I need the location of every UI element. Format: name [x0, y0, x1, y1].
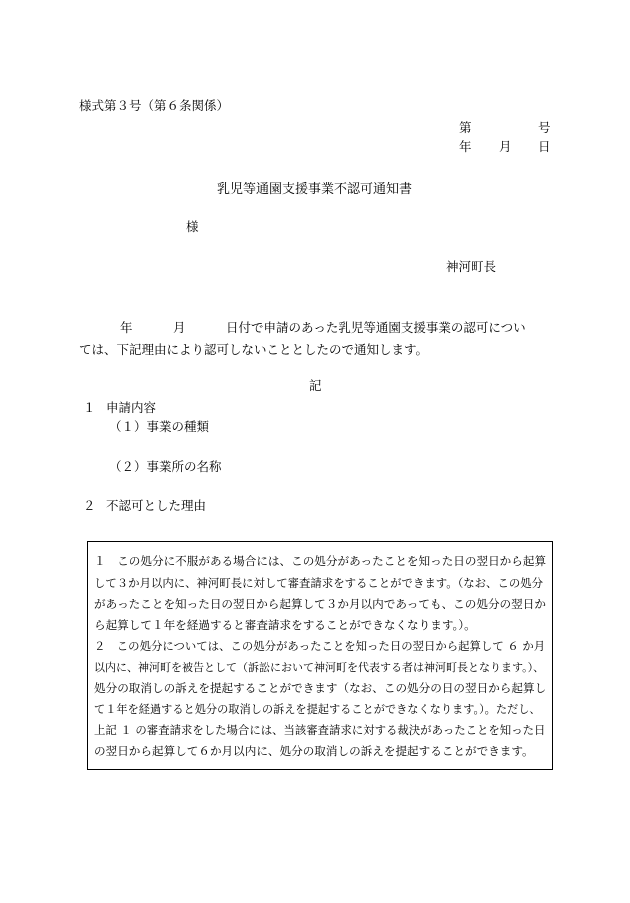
notice-line: 上記 １ の審査請求をした場合には、当該審査請求に対する裁決があったことを知った日 [94, 723, 546, 737]
section1-item2: （２）事業所の名称 [109, 459, 222, 474]
doc-number-suffix: 号 [538, 120, 551, 135]
date-month: 月 [499, 139, 512, 154]
appeal-notice-box [87, 541, 553, 770]
body-month: 月 [173, 320, 186, 335]
form-label: 様式第３号（第６条関係） [79, 98, 230, 113]
section1-label: 申請内容 [106, 400, 157, 415]
notice-line: ２ この処分については、この処分があったことを知った日の翌日から起算して ６ か月 [94, 639, 546, 653]
notice-line: 処分の取消しの訴えを提起することができます（なお、この処分の日の翌日から起算し [94, 681, 547, 695]
notice-line: 以内に、神河町を被告として（訴訟において神河町を代表する者は神河町長となります。）、 [94, 661, 545, 674]
section1-item1: （１）事業の種類 [109, 419, 210, 434]
section2-number: ２ [83, 498, 96, 513]
document-title: 乳児等通園支援事業不認可通知書 [217, 182, 413, 197]
notice-line: の翌日から起算して６か月以内に、処分の取消しの訴えを提起することができます。 [94, 744, 534, 758]
body-line2: ては、下記理由により認可しないこととしたので通知します。 [79, 342, 429, 357]
section2-label: 不認可とした理由 [106, 498, 207, 513]
doc-number-prefix: 第 [459, 120, 472, 135]
notice-line: １ この処分に不服がある場合には、この処分があったことを知った日の翌日から起算 [94, 554, 547, 568]
addressee-suffix: 様 [186, 219, 199, 234]
date-year: 年 [459, 139, 472, 154]
notice-line: て１年を経過すると処分の取消しの訴えを提起することができなくなります。）。ただし、 [94, 703, 541, 716]
date-day: 日 [538, 139, 551, 154]
notice-line: ら起算して１年を経過すると審査請求をすることができなくなります。）。 [94, 618, 476, 632]
body-year: 年 [120, 320, 133, 335]
notice-line: があったことを知った日の翌日から起算して３か月以内であっても、この処分の翌日か [94, 597, 546, 611]
ki-heading: 記 [309, 378, 322, 393]
body-line1: 日付で申請のあった乳児等通園支援事業の認可につい [226, 320, 526, 335]
notice-line: して３か月以内に、神河町長に対して審査請求をすることができます。（なお、この処分 [94, 576, 544, 590]
section1-number: １ [83, 400, 96, 415]
sender-name: 神河町長 [446, 259, 497, 274]
